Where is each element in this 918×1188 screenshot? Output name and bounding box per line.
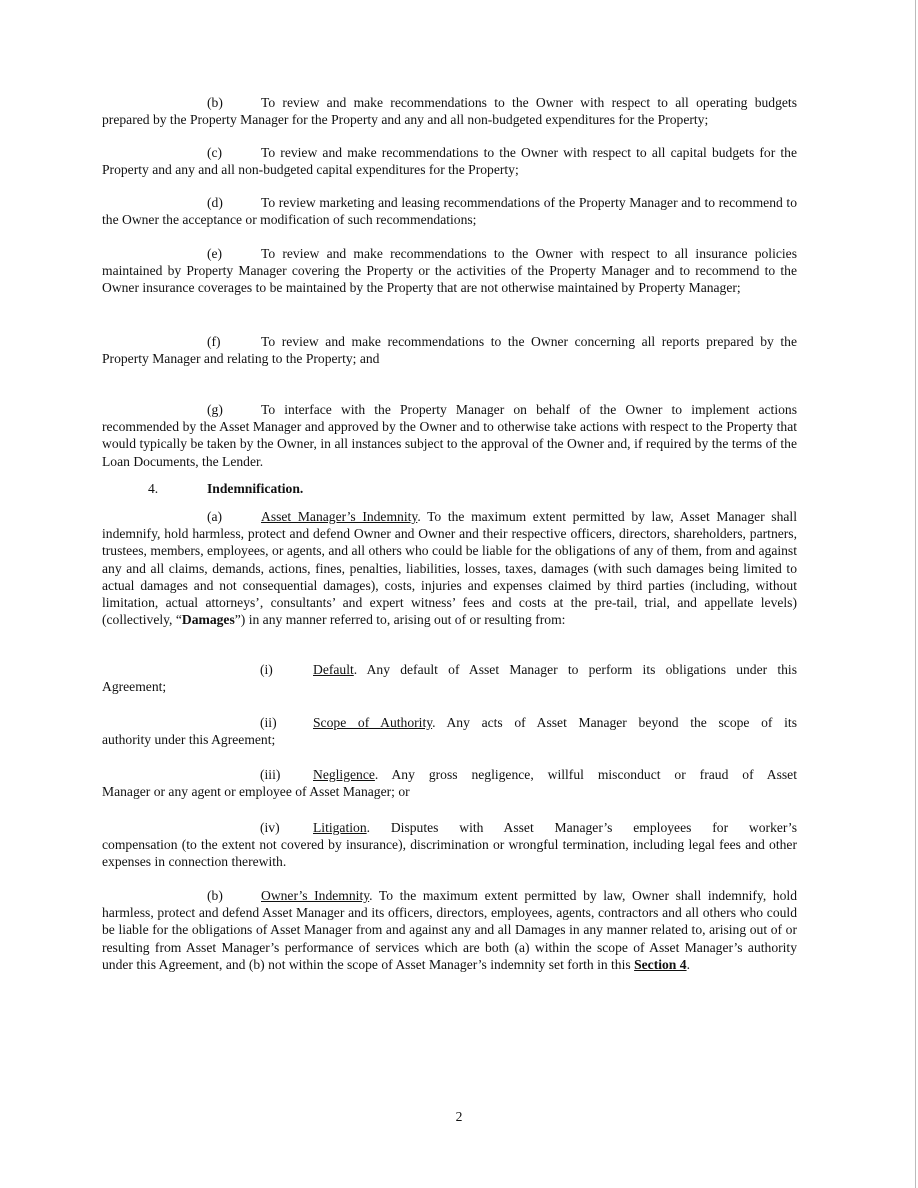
subparagraph-default: (i) Default. Any default of Asset Manager to perform its obligations under this Agreement; — [102, 662, 797, 695]
paragraph-f: (f) To review and make recommendations to the Owner concerning all reports prepared by the Property Manager and relating to the Property; and — [102, 334, 797, 367]
paragraph-b: (b) To review and make recommendations to the Owner with respect to all operating budgets prepared by the Property Manager for the Property and any and all non-budgeted expenditures for the Property; — [102, 95, 797, 128]
subparagraph-scope: (ii) Scope of Authority. Any acts of Asset Manager beyond the scope of its authority under this Agreement; — [102, 715, 797, 748]
page-number: 2 — [455, 1109, 463, 1124]
paragraph-e: (e) To review and make recommendations to the Owner with respect to all insurance policies maintained by Property Manager covering the Property or the activities of the Property Manager and to recommend to the Owner insurance coverages to be maintained by the Property that are not otherwise maintained by Property Manager; — [102, 246, 797, 296]
paragraph-g: (g) To interface with the Property Manager on behalf of the Owner to implement actions recommended by the Asset Manager and approved by the Owner and to otherwise take actions with respect to the Property that would typically be taken by the Owner, in all instances subject to the approval of the Owner and, if required by the terms of the Loan Documents, the Lender. — [102, 402, 797, 469]
paragraph-c: (c) To review and make recommendations to the Owner with respect to all capital budgets for the Property and any and all non-budgeted capital expenditures for the Property; — [102, 145, 797, 178]
subparagraph-litigation: (iv) Litigation. Disputes with Asset Manager’s employees for worker’s compensation (to the extent not covered by insurance), discrimination or wrongful termination, including legal fees and other expenses in connection therewith. — [102, 820, 797, 870]
scan-edge — [915, 0, 916, 1188]
section-heading: 4. Indemnification. — [148, 481, 304, 496]
paragraph-d: (d) To review marketing and leasing recommendations of the Property Manager and to recommend to the Owner the acceptance or modification of such recommendations; — [102, 195, 797, 228]
paragraph-owner-indemnity: (b) Owner’s Indemnity. To the maximum extent permitted by law, Owner shall indemnify, hold harmless, protect and defend Asset Manager and its officers, directors, employees, agents, contractors and all others who could be liable for the obligations of Asset Manager from and against any and all Damages in any manner related to, arising out of or resulting from Asset Manager’s performance of services which are both (a) within the scope of Asset Manager’s authority under this Agreement, and (b) not within the scope of Asset Manager’s indemnity set forth in this Section 4. — [102, 888, 798, 972]
subparagraph-negligence: (iii) Negligence. Any gross negligence, willful misconduct or fraud of Asset Manager or any agent or employee of Asset Manager; or — [102, 767, 797, 800]
paragraph-asset-manager-indemnity: (a) Asset Manager’s Indemnity. To the maximum extent permitted by law, Asset Manager shall indemnify, hold harmless, protect and defend Owner and Owner and their respective officers, directors, shareholders, partners, trustees, members, employees, or agents, and all others who could be liable for the obligations of any of them, from and against any and all claims, demands, actions, fines, penalties, liabilities, losses, taxes, damages (with such damages being limited to actual damages and not consequential damages), costs, injuries and expenses claimed by third parties (including, without limitation, actual attorneys’, consultants’ and expert witness’ fees and costs at the pre-tail, trial, and appellate levels) (collectively, “Damages”) in any manner referred to, arising out of or resulting from: — [102, 509, 797, 628]
